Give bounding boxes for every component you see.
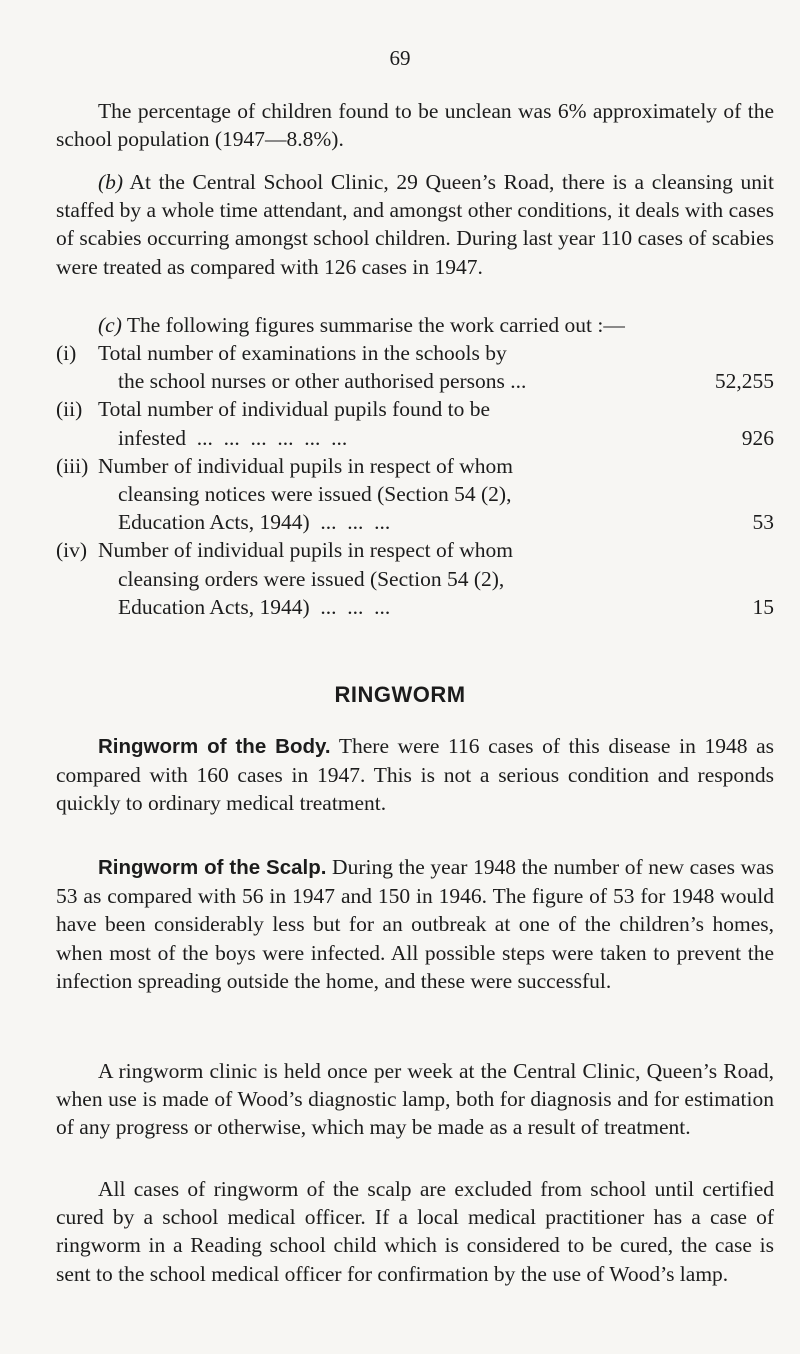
- figures-item-ii: [56, 395, 774, 451]
- figures-item-number: (i): [56, 341, 77, 365]
- figures-item-line: Total number of examinations in the schools by: [98, 341, 507, 365]
- figures-item-line: the school nurses or other authorised persons ...: [118, 369, 527, 394]
- paragraph-ringworm-clinic: A ringworm clinic is held once per week at the Central Clinic, Queen’s Road, when use is made of Wood’s diagnostic lamp, both for diagnosis and for estimation of any progress or otherwise, which may be made as a result of treatment.: [56, 1059, 774, 1140]
- figures-item-number: (iii): [56, 453, 89, 478]
- figures-item-i: [56, 339, 774, 395]
- paragraph-cleansing-unit-text: At the Central School Clinic, 29 Queen’s Road, there is a cleansing unit staffed by a whole time attendant, and amongst other conditions, it deals with cases of scabies occurring amongst school children. During last year 110 cases of scabies were treated as compared with 126 cases in 1947.: [56, 170, 774, 279]
- run-in-title-scalp: Ringworm of the Scalp.: [98, 856, 327, 879]
- paragraph-ringworm-scalp: [56, 853, 774, 995]
- figures-item-value: 52,255: [714, 369, 774, 394]
- figures-item-line: Education Acts, 1944) ... ... ...: [118, 510, 391, 535]
- paragraph-unclean-percentage: The percentage of children found to be unclean was 6% approximately of the school population (1947—8.8%).: [56, 99, 774, 152]
- section-heading-ringworm: RINGWORM: [334, 682, 466, 707]
- figures-item-line: Number of individual pupils in respect of whom: [98, 453, 513, 478]
- run-in-title-body: Ringworm of the Body.: [98, 735, 331, 758]
- figures-list: [56, 339, 774, 621]
- paragraph-ringworm-body-text: There were 116 cases of this disease in 1948 as compared with 160 cases in 1947. This is not a serious condition and responds quickly to ordinary medical treatment.: [56, 734, 775, 816]
- paragraph-cleansing-unit: [56, 168, 774, 281]
- paragraph-ringworm-body: [56, 732, 774, 818]
- paragraph-figures-intro: [98, 311, 774, 339]
- page-number: 69: [389, 46, 411, 70]
- figures-item-value: 53: [752, 510, 774, 535]
- figures-item-line: cleansing notices were issued (Section 54 (2),: [118, 482, 512, 507]
- figures-item-iv: [56, 536, 774, 621]
- figures-item-value: 15: [752, 594, 774, 619]
- figures-item-description: [98, 395, 658, 451]
- figures-item-line: Number of individual pupils in respect of whom: [98, 538, 513, 563]
- figures-item-line: Education Acts, 1944) ... ... ...: [118, 594, 391, 619]
- figures-item-line: cleansing orders were issued (Section 54 (2),: [118, 566, 505, 591]
- figures-item-iii: [56, 452, 774, 537]
- paragraph-ringworm-scalp-text: During the year 1948 the number of new cases was 53 as compared with 56 in 1947 and 150 in 1946. The figure of 53 for 1948 would have been considerably less but for an outbreak at one of the children’s homes, when most of the boys were infected. All possible steps were taken to prevent the infection spreading outside the home, and these were successful.: [56, 855, 775, 993]
- paragraph-figures-intro-text: The following figures summarise the work carried out :—: [121, 313, 625, 337]
- figures-item-value: 926: [741, 425, 774, 450]
- paragraph-label-c: (c): [98, 313, 122, 337]
- figures-item-description: [98, 339, 658, 395]
- paragraph-label-b: (b): [98, 170, 124, 194]
- figures-item-line: Total number of individual pupils found to be: [98, 397, 491, 422]
- figures-item-number: (ii): [56, 397, 83, 422]
- figures-item-number: (iv): [56, 538, 88, 563]
- figures-item-description: [98, 452, 658, 537]
- figures-item-description: [98, 536, 658, 621]
- figures-item-line: infested ... ... ... ... ... ...: [118, 425, 348, 450]
- paragraph-ringworm-exclusion: All cases of ringworm of the scalp are excluded from school until certified cured by a school medical officer. If a local medical practitioner has a case of ringworm in a Reading school child which is considered to be cured, the case is sent to the school medical officer for confirmation by the use of Wood’s lamp.: [56, 1177, 774, 1286]
